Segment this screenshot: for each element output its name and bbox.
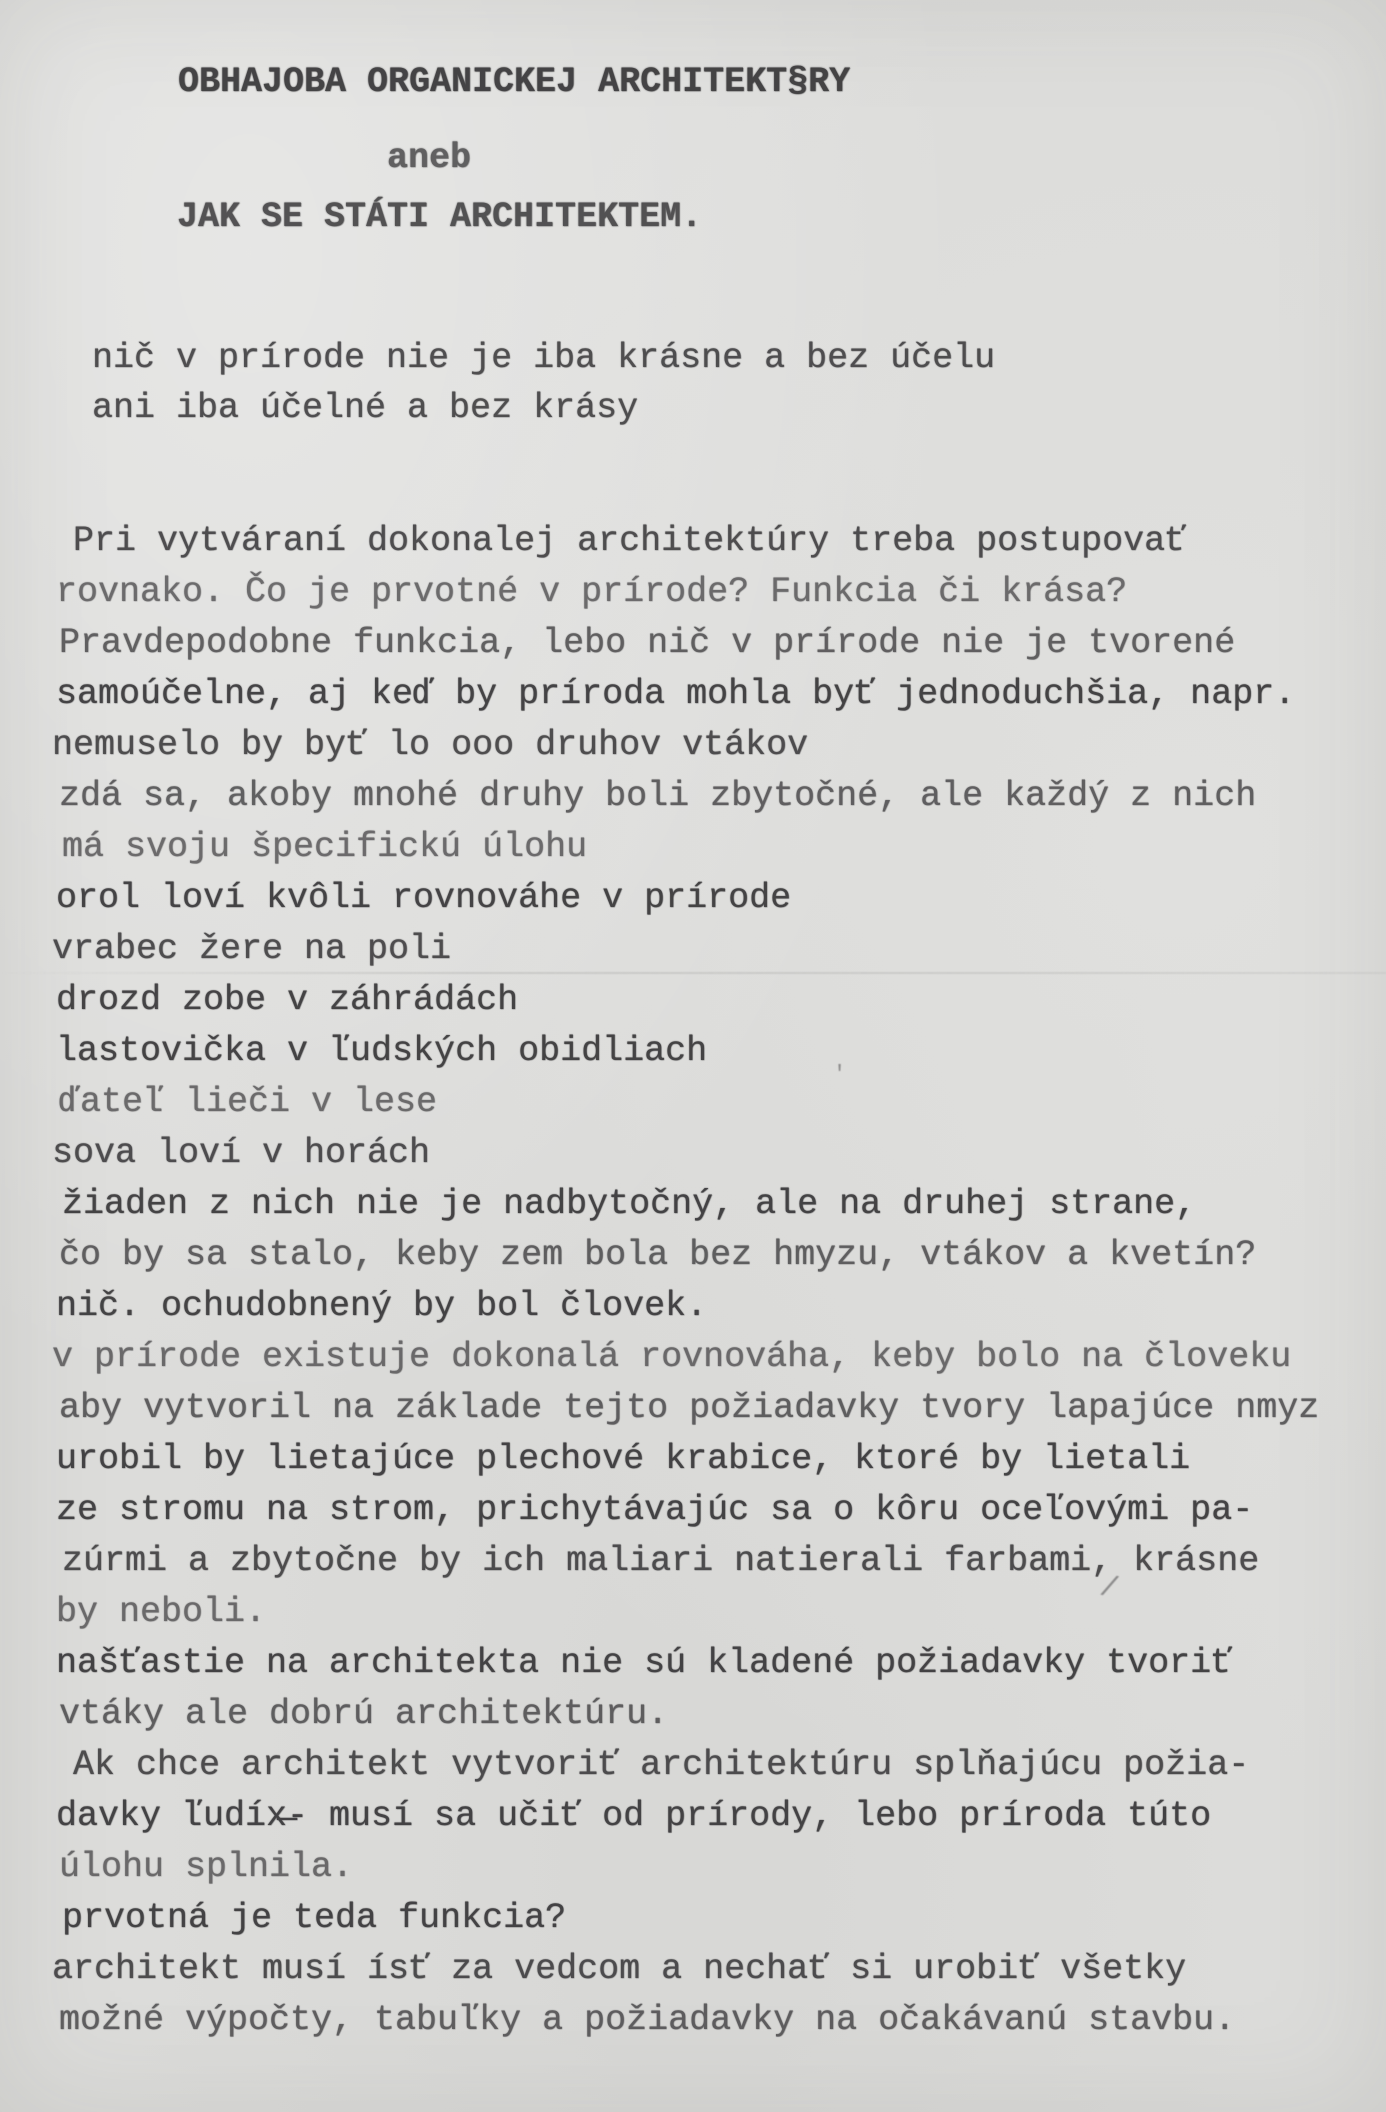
- text-line: davky ľudíx̶- musí sa učiť od prírody, lebo príroda túto: [56, 1796, 1212, 1836]
- text-line: úlohu splnila.: [59, 1847, 354, 1887]
- text-line: našťastie na architekta nie sú kladené požiadavky tvoriť: [56, 1643, 1233, 1683]
- text-line: sova loví v horách: [52, 1133, 431, 1173]
- text-line: Pravdepodobne funkcia, lebo nič v prírode nie je tvorené: [59, 623, 1236, 663]
- text-line: v prírode existuje dokonalá rovnováha, keby bolo na človeku: [52, 1337, 1292, 1377]
- text-line: architekt musí ísť za vedcom a nechať si urobiť všetky: [52, 1949, 1187, 1989]
- text-line: ze stromu na strom, prichytávajúc sa o kôru oceľovými pa-: [56, 1490, 1254, 1530]
- document-subtitle-aneb: aneb: [387, 138, 472, 178]
- text-line: nemuselo by byť lo ooo druhov vtákov: [52, 725, 809, 765]
- text-line: drozd zobe v záhrádách: [56, 980, 519, 1020]
- text-line: urobil by lietajúce plechové krabice, ktoré by lietali: [56, 1439, 1191, 1479]
- epigraph: [92, 333, 995, 433]
- text-line: by neboli.: [56, 1592, 267, 1632]
- text-line: nič. ochudobnený by bol človek.: [56, 1286, 708, 1326]
- paper-crease-line: [0, 972, 1386, 974]
- text-line: Pri vytváraní dokonalej architektúry treba postupovať: [52, 521, 1187, 561]
- ink-smudge-slash: /: [1096, 1570, 1122, 1608]
- text-line: Ak chce architekt vytvoriť architektúru splňajúcu požia-: [52, 1745, 1250, 1785]
- text-line: lastovička v ľudských obidliach: [56, 1031, 708, 1071]
- text-line: vtáky ale dobrú architektúru.: [59, 1694, 669, 1734]
- text-line: zdá sa, akoby mnohé druhy boli zbytočné, ale každý z nich: [59, 776, 1257, 816]
- epigraph-line: ani iba účelné a bez krásy: [92, 388, 639, 428]
- text-line: aby vytvoril na základe tejto požiadavky tvory lapajúce nmyz: [59, 1388, 1320, 1428]
- document-subtitle-main: JAK SE STÁTI ARCHITEKTEM.: [177, 197, 703, 237]
- body-text: [52, 516, 1320, 2046]
- ink-smudge-tick: ': [833, 1062, 847, 1087]
- epigraph-line: nič v prírode nie je iba krásne a bez účelu: [92, 338, 996, 378]
- text-line: čo by sa stalo, keby zem bola bez hmyzu, vtákov a kvetín?: [59, 1235, 1257, 1275]
- text-line: má svoju špecifickú úlohu: [62, 827, 588, 867]
- text-line: rovnako. Čo je prvotné v prírode? Funkcia či krása?: [56, 572, 1128, 612]
- text-line: ďateľ lieči v lese: [59, 1082, 438, 1122]
- text-line: orol loví kvôli rovnováhe v prírode: [56, 878, 792, 918]
- text-line: vrabec žere na poli: [52, 929, 452, 969]
- text-line: prvotná je teda funkcia?: [62, 1898, 567, 1938]
- document-title: OBHAJOBA ORGANICKEJ ARCHITEKT§RY: [178, 62, 851, 102]
- text-line: možné výpočty, tabuľky a požiadavky na očakávanú stavbu.: [59, 2000, 1236, 2040]
- text-line: žiaden z nich nie je nadbytočný, ale na druhej strane,: [62, 1184, 1197, 1224]
- text-line: zúrmi a zbytočne by ich maliari natierali farbami, krásne: [62, 1541, 1260, 1581]
- text-line: samoúčelne, aj keď by príroda mohla byť jednoduchšia, napr.: [56, 674, 1296, 714]
